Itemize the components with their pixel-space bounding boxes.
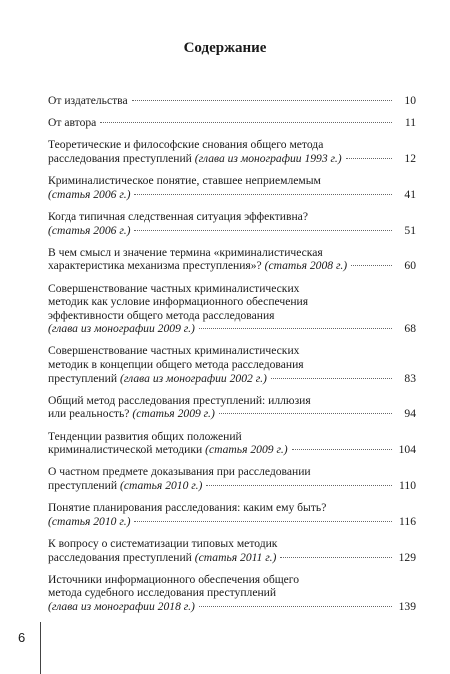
toc-entry-text: преступлений [48,479,118,492]
toc-entry-source: (статья 2006 г.) [48,187,131,201]
dot-leader [351,265,392,266]
toc-entry-source: (статья 2010 г.) [48,514,131,528]
toc-page-number: 139 [398,599,416,613]
dot-leader [280,557,392,558]
toc-page-number: 83 [404,371,416,385]
toc-entry-source: (глава из монографии 1993 г.) [194,151,342,165]
toc-entry[interactable] [48,210,416,237]
toc-entry-text: Криминалистическое понятие, ставшее неприемлемым [48,174,321,188]
dot-leader [134,521,392,522]
toc-entry[interactable] [48,174,416,201]
toc-page-number: 110 [399,479,416,492]
toc-entry[interactable] [48,116,416,130]
toc-entry-text: Совершенствование частных криминалистических [48,344,300,358]
toc-page-number: 41 [404,187,416,201]
toc-entry-text: характеристика механизма преступления»? [48,259,262,273]
toc-entry-text: В чем смысл и значение термина «криминалистическая [48,245,323,259]
toc-entry-text: Источники информационного обеспечения общего [48,572,300,586]
page-title: Содержание [183,40,267,56]
margin-rule [40,622,41,674]
toc-entry-text: расследования преступлений [48,550,192,564]
toc-page-number: 68 [404,322,416,336]
toc-entry[interactable] [48,465,416,492]
dot-leader [346,158,392,159]
toc-entry[interactable] [48,501,416,528]
toc-entry-source: (глава из монографии 2002 г.) [119,371,267,385]
toc-entry-text: К вопросу о систематизации типовых методик [48,536,278,550]
dot-leader [134,230,392,231]
toc-page-number: 10 [404,94,416,107]
toc-entry-text: От автора [48,116,97,130]
toc-entry-text: метода судебного исследования преступлений [48,586,277,600]
dot-leader [206,485,392,486]
toc-entry-text: От издательства [48,94,128,107]
toc-entry-text: Понятие планирования расследования: каким ему быть? [48,501,327,515]
table-of-contents [48,94,416,622]
toc-entry[interactable] [48,344,416,385]
dot-leader [199,606,392,607]
dot-leader [199,328,392,329]
dot-leader [292,449,392,450]
toc-entry-text: криминалистической методики [48,443,203,457]
dot-leader [271,378,392,379]
toc-entry-text: Совершенствование частных криминалистических [48,281,300,295]
toc-entry-text: эффективности общего метода расследования [48,308,275,322]
toc-entry-text: Тенденции развития общих положений [48,429,242,443]
toc-page-number: 11 [404,116,416,130]
toc-entry-text: О частном предмете доказывания при расследовании [48,465,311,479]
toc-entry-source: (глава из монографии 2009 г.) [48,322,195,336]
toc-entry-text: Теоретические и философские снования общего метода [48,138,324,152]
toc-entry-source: (статья 2009 г.) [132,407,215,421]
toc-page-number: 12 [404,151,416,165]
toc-entry-source: (статья 2008 г.) [264,259,348,273]
dot-leader [100,122,392,123]
toc-entry-text: методик как условие информационного обеспечения [48,295,309,309]
toc-page-number: 60 [404,259,416,273]
dot-leader [134,194,392,195]
toc-page-number: 104 [398,443,416,457]
toc-entry-text: или реальность? [48,407,130,421]
toc-entry[interactable] [48,282,416,336]
toc-entry-text: расследования преступлений [48,151,192,165]
toc-entry-source: (глава из монографии 2018 г.) [48,599,195,613]
toc-entry[interactable] [48,573,416,614]
toc-page-number: 51 [404,223,416,237]
toc-entry-source: (статья 2011 г.) [194,550,277,564]
toc-entry[interactable] [48,246,416,273]
toc-entry-source: (статья 2010 г.) [119,479,203,492]
toc-entry[interactable] [48,94,416,108]
dot-leader [219,413,392,414]
toc-entry-text: Когда типичная следственная ситуация эффективна? [48,209,308,223]
page-number: 6 [18,630,26,645]
toc-entry[interactable] [48,430,416,457]
toc-page-number: 129 [398,550,416,564]
toc-entry-text: преступлений [48,371,118,385]
toc-entry[interactable] [48,537,416,564]
toc-page-number: 94 [404,407,416,421]
toc-entry-source: (статья 2009 г.) [205,443,288,457]
dot-leader [132,100,392,101]
toc-entry-text: методик в концепции общего метода расследования [48,358,304,372]
toc-entry-text: Общий метод расследования преступлений: иллюзия [48,393,311,407]
toc-entry[interactable] [48,138,416,165]
toc-entry-source: (статья 2006 г.) [48,223,131,237]
toc-page-number: 116 [399,514,416,528]
toc-entry[interactable] [48,394,416,421]
